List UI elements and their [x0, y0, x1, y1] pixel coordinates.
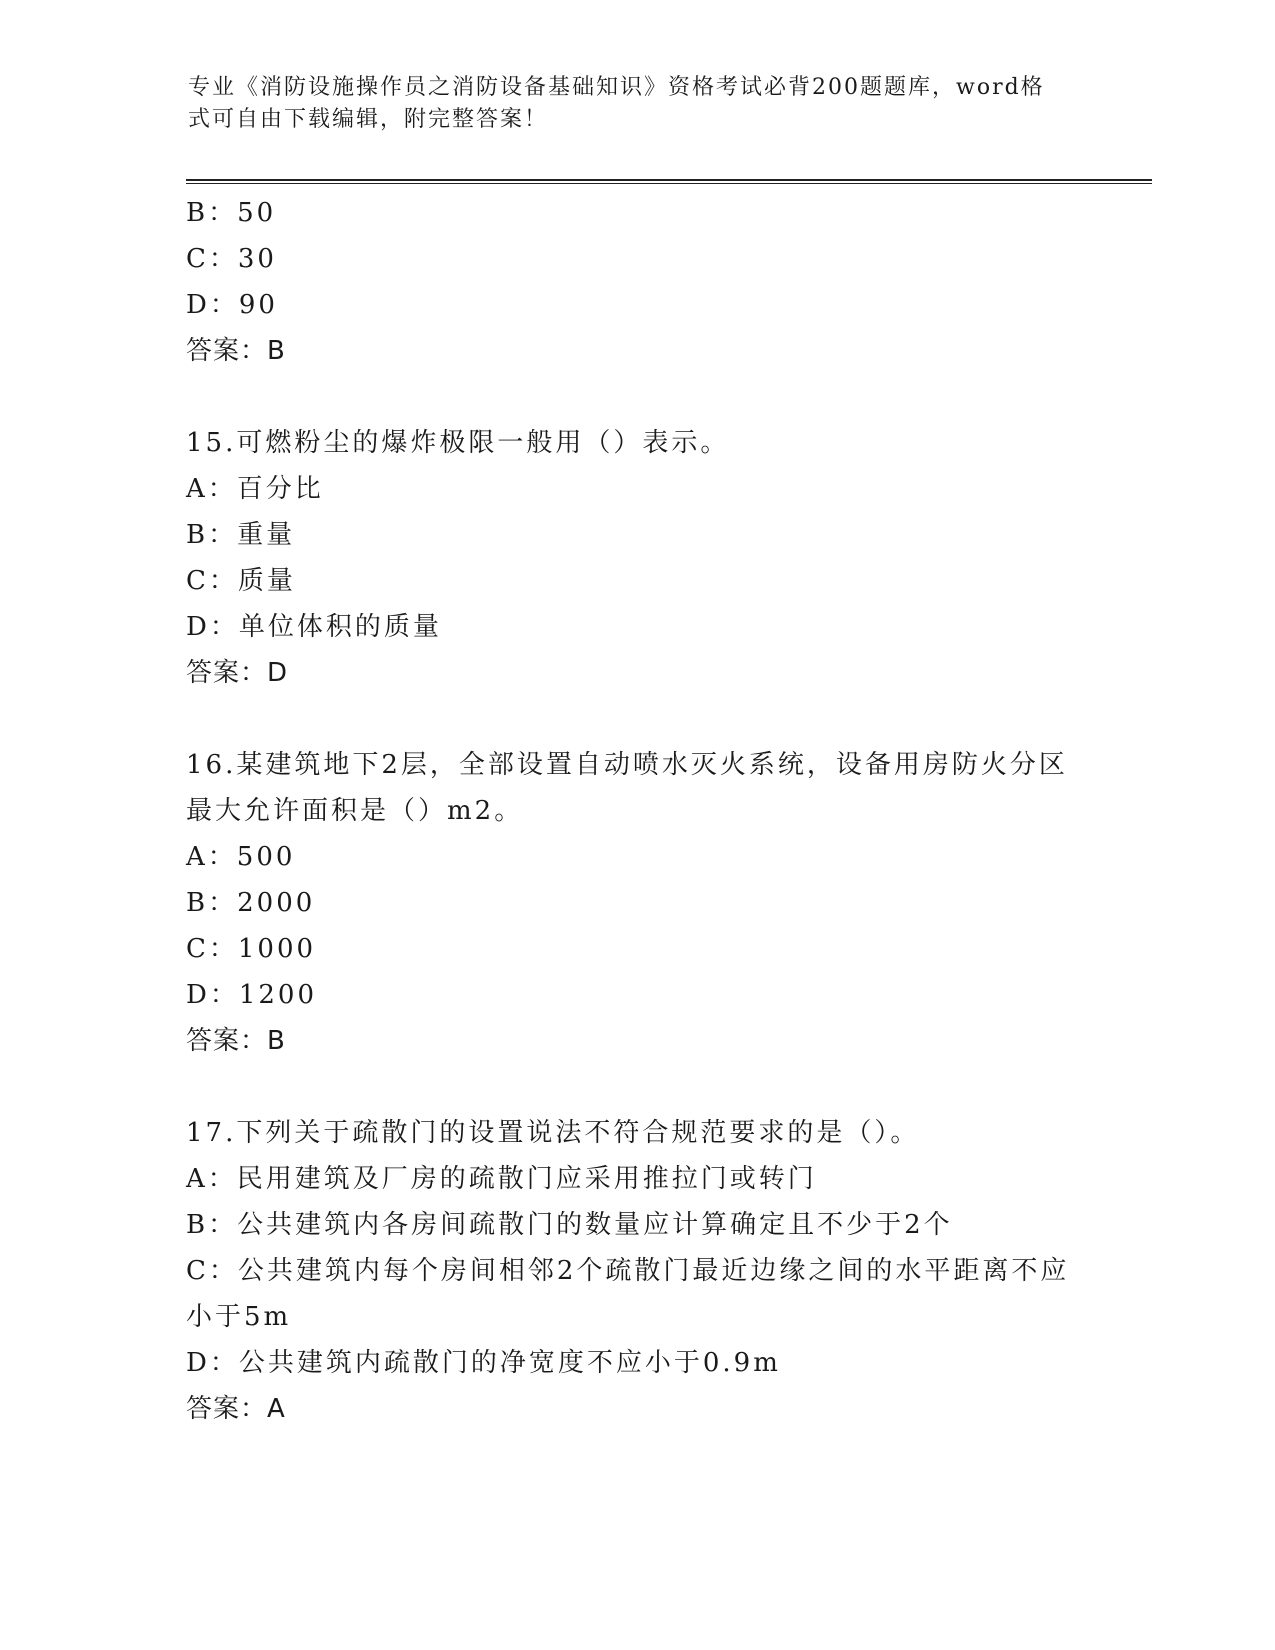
option-b: B：50: [186, 198, 277, 228]
option-d: D：公共建筑内疏散门的净宽度不应小于0.9m: [186, 1348, 781, 1378]
answer: 答案：D: [186, 658, 289, 688]
option-c: C：1000: [186, 934, 317, 964]
option-c: C：质量: [186, 566, 296, 596]
option-c: C：公共建筑内每个房间相邻2个疏散门最近边缘之间的水平距离不应小于5m: [186, 1256, 1070, 1332]
question-stem: 17.下列关于疏散门的设置说法不符合规范要求的是（）。: [186, 1118, 920, 1148]
document-header: 专业《消防设施操作员之消防设备基础知识》资格考试必背200题题库，word格式可自由下载编辑，附完整答案！: [188, 75, 1045, 132]
question-list: [186, 190, 1086, 1432]
header-rule-thin: [186, 183, 1152, 184]
question-stem: 15.可燃粉尘的爆炸极限一般用（）表示。: [186, 428, 730, 458]
header-rule-thick: [186, 179, 1152, 181]
option-b: B：重量: [186, 520, 296, 550]
option-b: B：公共建筑内各房间疏散门的数量应计算确定且不少于2个: [186, 1210, 953, 1240]
option-a: A：百分比: [186, 474, 324, 504]
option-a: A：500: [186, 842, 296, 872]
answer: 答案：B: [186, 336, 286, 366]
option-d: D：1200: [186, 980, 318, 1010]
option-d: D：90: [186, 290, 278, 320]
option-c: C：30: [186, 244, 277, 274]
option-d: D：单位体积的质量: [186, 612, 442, 642]
question-stem: 16.某建筑地下2层，全部设置自动喷水灭火系统，设备用房防火分区最大允许面积是（）m2。: [186, 750, 1068, 826]
answer: 答案：B: [186, 1026, 286, 1056]
option-b: B：2000: [186, 888, 316, 918]
answer: 答案：A: [186, 1394, 286, 1424]
option-a: A：民用建筑及厂房的疏散门应采用推拉门或转门: [186, 1164, 817, 1194]
